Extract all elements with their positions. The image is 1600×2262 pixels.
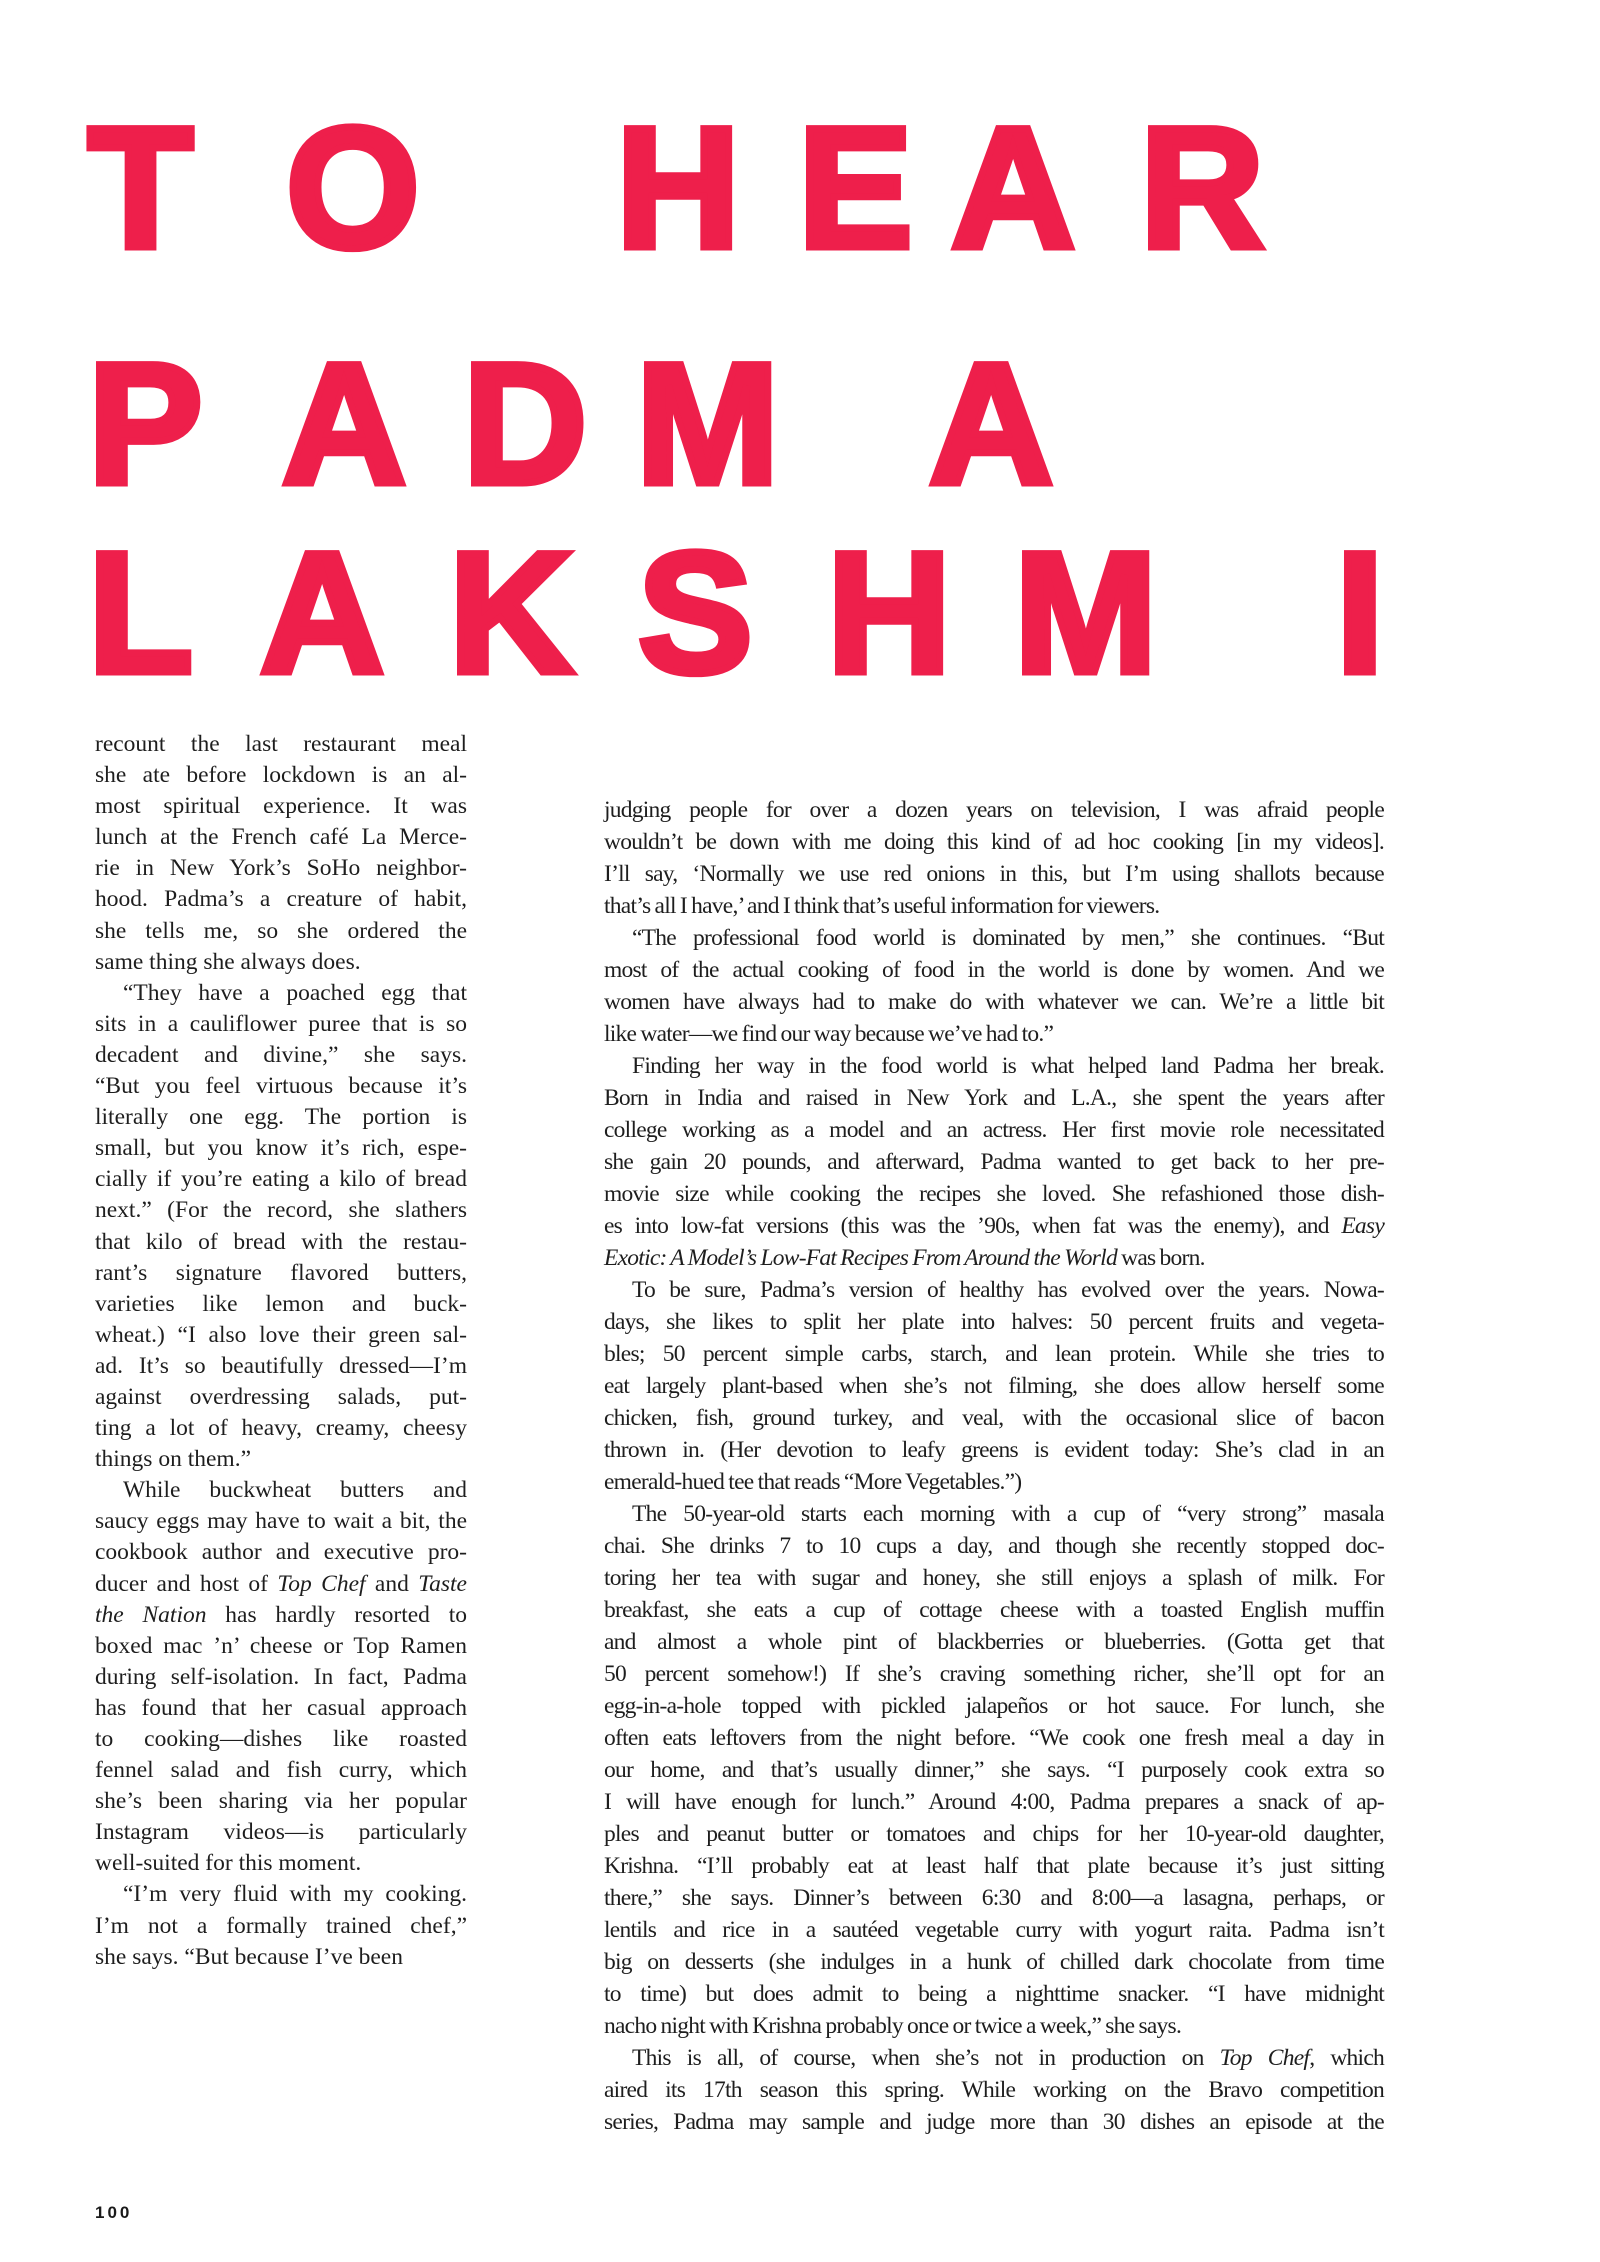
text-line: wouldn’t be down with me doing this kind of ad hoc cooking [in my videos]. — [604, 829, 1384, 855]
headline-letter: I — [1336, 517, 1384, 709]
text-line: women have always had to make do with whatever we can. We’re a little bit — [604, 989, 1384, 1015]
paragraph — [604, 922, 1384, 1050]
text-segment: This is all, of course, when she’s not in production on — [632, 2045, 1220, 2071]
text-line — [95, 1569, 467, 1600]
headline-letter: T — [88, 92, 194, 284]
text-line: toring her tea with sugar and honey, she still enjoys a splash of milk. For — [604, 1565, 1384, 1591]
text-line: literally one egg. The portion is — [95, 1104, 467, 1131]
text-line: emerald-hued tee that reads “More Vegetables.”) — [604, 1469, 1022, 1495]
text-line: chai. She drinks 7 to 10 cups a day, and though she recently stopped doc- — [604, 1533, 1384, 1559]
text-line: she gain 20 pounds, and afterward, Padma wanted to get back to her pre- — [604, 1149, 1384, 1175]
text-line: that’s all I have,’ and I think that’s useful information for viewers. — [604, 893, 1160, 919]
text-line: Finding her way in the food world is what helped land Padma her break. — [632, 1053, 1384, 1079]
text-line: she ate before lockdown is an al- — [95, 762, 467, 789]
text-line: big on desserts (she indulges in a hunk of chilled dark chocolate from time — [604, 1949, 1384, 1975]
text-line: varieties like lemon and buck- — [95, 1290, 467, 1317]
paragraph — [95, 729, 467, 978]
text-line: she’s been sharing via her popular — [95, 1788, 467, 1815]
text-line: cially if you’re eating a kilo of bread — [95, 1166, 467, 1193]
text-line: like water—we find our way because we’ve had to.” — [604, 1021, 1054, 1047]
text-line: breakfast, she eats a cup of cottage cheese with a toasted English muffin — [604, 1597, 1384, 1623]
text-line: While buckwheat butters and — [123, 1477, 467, 1504]
text-line: ad. It’s so beautifully dressed—I’m — [95, 1352, 467, 1379]
text-segment: es into low-fat versions (this was the ’90s, when fat was the enemy), and — [604, 1213, 1342, 1239]
paragraph — [604, 1050, 1384, 1274]
headline-letter: A — [282, 328, 407, 520]
text-line: rie in New York’s SoHo neighbor- — [95, 855, 467, 882]
text-line: I will have enough for lunch.” Around 4:00, Padma prepares a snack of ap- — [604, 1789, 1384, 1815]
headline-letter: L — [88, 517, 194, 709]
text-line — [604, 2042, 1384, 2074]
headline-letter: D — [463, 328, 588, 520]
text-line: I’ll say, ‘Normally we use red onions in this, but I’m using shallots because — [604, 861, 1384, 887]
text-line: to time) but does admit to being a nighttime snacker. “I have midnight — [604, 1981, 1384, 2007]
headline-letter: P — [88, 328, 203, 520]
text-line: I’m not a formally trained chef,” — [95, 1912, 467, 1939]
text-line: ples and peanut butter or tomatoes and chips for her 10-year-old daughter, — [604, 1821, 1384, 1847]
text-line: during self-isolation. In fact, Padma — [95, 1663, 467, 1690]
text-line: “They have a poached egg that — [123, 979, 467, 1006]
paragraph — [95, 1879, 467, 1972]
text-line: next.” (For the record, she slathers — [95, 1197, 467, 1224]
text-line: to cooking—dishes like roasted — [95, 1726, 467, 1752]
paragraph — [604, 1274, 1384, 1498]
headline-letter: O — [286, 92, 420, 284]
text-segment: and — [365, 1570, 419, 1597]
text-line: and almost a whole pint of blackberries or blueberries. (Gotta get that — [604, 1629, 1384, 1655]
text-line: same thing she always does. — [95, 948, 361, 975]
text-line: cookbook author and executive pro- — [95, 1539, 467, 1566]
headline-letter: A — [260, 517, 385, 709]
italic-title: Easy — [1341, 1213, 1384, 1239]
text-line: things on them.” — [95, 1446, 251, 1473]
paragraph — [604, 1498, 1384, 2042]
text-line: judging people for over a dozen years on television, I was afraid people — [604, 797, 1384, 823]
text-line: To be sure, Padma’s version of healthy has evolved over the years. Nowa- — [632, 1277, 1384, 1303]
text-line: “But you feel virtuous because it’s — [95, 1073, 467, 1100]
text-line: days, she likes to split her plate into halves: 50 percent fruits and vegeta- — [604, 1309, 1384, 1335]
paragraph — [604, 2042, 1384, 2138]
text-line: there,” she says. Dinner’s between 6:30 and 8:00—a lasagna, perhaps, or — [604, 1885, 1384, 1911]
text-line: small, but you know it’s rich, espe- — [95, 1135, 467, 1162]
paragraph — [604, 794, 1384, 922]
text-line — [95, 1600, 467, 1631]
text-line: decadent and divine,” she says. — [95, 1041, 467, 1068]
text-line: she says. “But because I’ve been — [95, 1943, 403, 1970]
text-line: lentils and rice in a sautéed vegetable curry with yogurt raita. Padma isn’t — [604, 1917, 1384, 1943]
text-line — [604, 1242, 1384, 1274]
text-line — [604, 1210, 1384, 1242]
italic-title: Taste — [418, 1570, 467, 1597]
text-line: recount the last restaurant meal — [95, 731, 467, 757]
text-line: college working as a model and an actress. Her first movie role necessitated — [604, 1117, 1384, 1143]
text-line: series, Padma may sample and judge more than 30 dishes an episode at the — [604, 2109, 1384, 2135]
text-line: thrown in. (Her devotion to leafy greens is evident today: She’s clad in an — [604, 1437, 1384, 1463]
article-column-left — [95, 729, 467, 1973]
text-line: egg-in-a-hole topped with pickled jalapeños or hot sauce. For lunch, she — [604, 1693, 1384, 1719]
text-line: nacho night with Krishna probably once or twice a week,” she says. — [604, 2013, 1182, 2039]
text-line: ting a lot of heavy, creamy, cheesy — [95, 1415, 467, 1442]
headline-letter: H — [616, 92, 741, 284]
text-line: boxed mac ’n’ cheese or Top Ramen — [95, 1632, 467, 1659]
text-line: Born in India and raised in New York and L.A., she spent the years after — [604, 1085, 1384, 1111]
paragraph — [95, 1475, 467, 1879]
text-line: has found that her casual approach — [95, 1694, 467, 1721]
headline-letter: K — [449, 517, 574, 709]
text-line: hood. Padma’s a creature of habit, — [95, 886, 467, 913]
text-line: that kilo of bread with the restau- — [95, 1228, 467, 1255]
text-line: chicken, fish, ground turkey, and veal, with the occasional slice of bacon — [604, 1405, 1384, 1431]
text-line: most of the actual cooking of food in the world is done by women. And we — [604, 957, 1384, 983]
text-segment: was born. — [1116, 1245, 1205, 1271]
text-line: “I’m very fluid with my cooking. — [123, 1881, 467, 1908]
text-line: she tells me, so she ordered the — [95, 917, 467, 944]
text-line: our home, and that’s usually dinner,” she says. “I purposely cook extra so — [604, 1757, 1384, 1783]
italic-title: Top Chef — [1219, 2045, 1310, 2071]
text-line: Instagram videos—is particularly — [95, 1819, 467, 1846]
text-line: eat largely plant-based when she’s not filming, she does allow herself some — [604, 1373, 1384, 1399]
text-line: most spiritual experience. It was — [95, 793, 467, 820]
text-line: against overdressing salads, put- — [95, 1383, 467, 1410]
headline-letter: S — [638, 517, 753, 709]
text-line: The 50-year-old starts each morning with a cup of “very strong” masala — [632, 1501, 1384, 1527]
text-line: saucy eggs may have to wait a bit, the — [95, 1508, 467, 1535]
text-line: sits in a cauliflower puree that is so — [95, 1010, 467, 1037]
paragraph — [95, 978, 467, 1476]
text-line: movie size while cooking the recipes she loved. She refashioned those dish- — [604, 1181, 1384, 1207]
text-segment: ducer and host of — [95, 1570, 278, 1597]
italic-title: Top Chef — [277, 1570, 366, 1597]
headline-letter: M — [1014, 517, 1158, 709]
text-segment: , which — [1309, 2045, 1385, 2071]
text-line: rant’s signature flavored butters, — [95, 1259, 467, 1286]
headline-letter: E — [798, 92, 913, 284]
text-line: fennel salad and fish curry, which — [95, 1757, 467, 1784]
text-line: 50 percent somehow!) If she’s craving something richer, she’ll opt for an — [604, 1661, 1384, 1687]
headline-letter: R — [1140, 92, 1265, 284]
text-segment: has hardly resorted to — [206, 1601, 468, 1628]
italic-title: Exotic: A Model’s Low-Fat Recipes From Around the World — [604, 1245, 1117, 1271]
text-line: well-suited for this moment. — [95, 1850, 362, 1877]
article-column-right — [604, 794, 1384, 2138]
headline-letter: A — [951, 92, 1076, 284]
italic-title: the Nation — [95, 1601, 207, 1628]
text-line: wheat.) “I also love their green sal- — [95, 1321, 467, 1348]
text-line: lunch at the French café La Merce- — [95, 824, 467, 851]
headline-letter: H — [827, 517, 952, 709]
page-number: 100 — [95, 2203, 133, 2222]
text-line: Krishna. “I’ll probably eat at least half that plate because it’s just sitting — [604, 1853, 1384, 1879]
headline-letter: A — [929, 328, 1054, 520]
text-line: aired its 17th season this spring. While working on the Bravo competition — [604, 2077, 1384, 2103]
text-line: often eats leftovers from the night before. “We cook one fresh meal a day in — [604, 1725, 1384, 1751]
text-line: “The professional food world is dominated by men,” she continues. “But — [632, 925, 1384, 951]
text-line: bles; 50 percent simple carbs, starch, and lean protein. While she tries to — [604, 1341, 1384, 1367]
headline-letter: M — [636, 328, 780, 520]
